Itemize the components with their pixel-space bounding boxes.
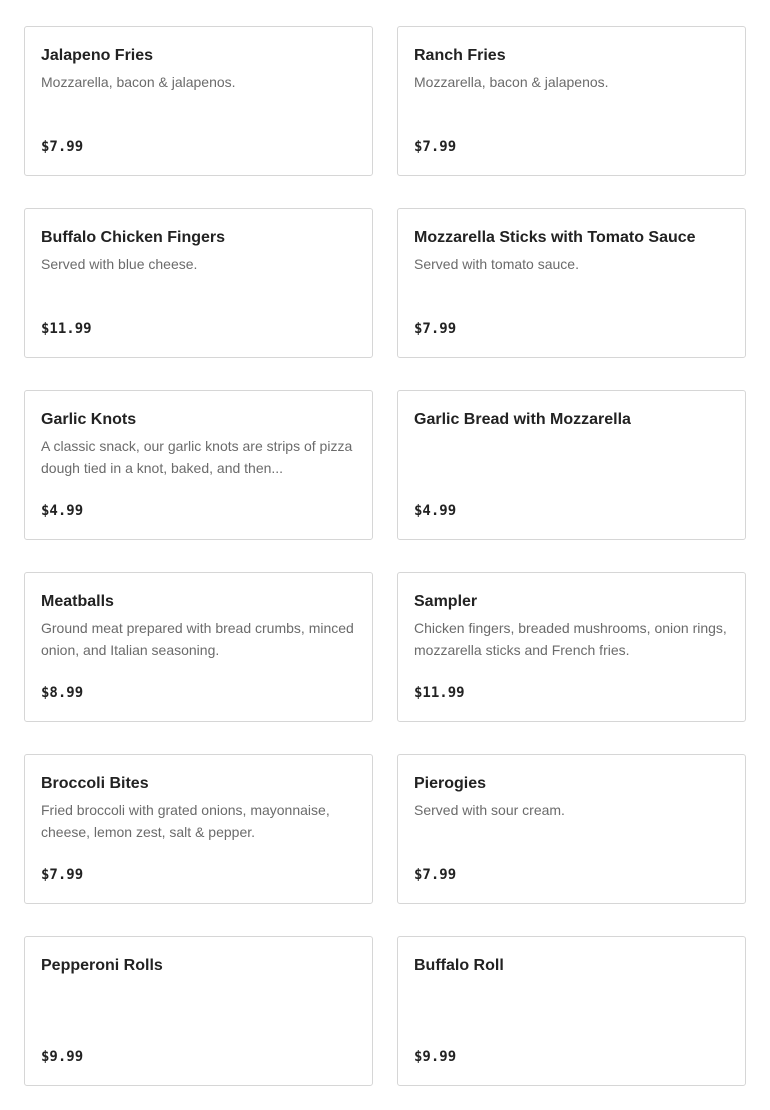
menu-item-card[interactable] xyxy=(397,936,746,1086)
item-name: Garlic Knots xyxy=(41,411,137,428)
item-price: $4.99 xyxy=(41,503,84,519)
menu-item-card[interactable] xyxy=(397,754,746,904)
item-price: $7.99 xyxy=(41,867,84,883)
item-price: $11.99 xyxy=(41,321,92,337)
item-description: Mozzarella, bacon & jalapenos. xyxy=(41,74,236,90)
item-name: Broccoli Bites xyxy=(41,775,149,792)
item-name: Ranch Fries xyxy=(414,47,506,64)
menu-item-card[interactable] xyxy=(24,390,373,540)
item-name: Garlic Bread with Mozzarella xyxy=(414,411,631,428)
item-price: $7.99 xyxy=(41,139,84,155)
item-price: $4.99 xyxy=(414,503,457,519)
item-name: Sampler xyxy=(414,593,478,610)
item-name: Pierogies xyxy=(414,775,487,792)
item-name: Pepperoni Rolls xyxy=(41,957,163,974)
menu-item-card[interactable] xyxy=(24,936,373,1086)
menu-item-card[interactable] xyxy=(397,390,746,540)
item-name: Jalapeno Fries xyxy=(41,47,154,64)
item-description: Mozzarella, bacon & jalapenos. xyxy=(414,74,609,90)
menu-item-card[interactable] xyxy=(24,754,373,904)
item-description: A classic snack, our garlic knots are strips of pizza dough tied in a knot, baked, and then... xyxy=(41,438,353,476)
item-description: Served with tomato sauce. xyxy=(414,256,579,272)
menu-items-grid xyxy=(24,26,746,1086)
item-description: Chicken fingers, breaded mushrooms, onion rings, mozzarella sticks and French fries. xyxy=(414,620,727,658)
item-price: $7.99 xyxy=(414,321,457,337)
menu-item-card[interactable] xyxy=(24,26,373,176)
menu-item-card[interactable] xyxy=(397,26,746,176)
menu-item-card[interactable] xyxy=(397,572,746,722)
item-name: Meatballs xyxy=(41,593,114,610)
item-description: Ground meat prepared with bread crumbs, minced onion, and Italian seasoning. xyxy=(41,620,354,658)
item-price: $7.99 xyxy=(414,139,457,155)
item-price: $11.99 xyxy=(414,685,465,701)
item-name: Buffalo Roll xyxy=(414,957,504,974)
item-name: Buffalo Chicken Fingers xyxy=(41,229,226,246)
item-price: $8.99 xyxy=(41,685,84,701)
item-price: $9.99 xyxy=(414,1049,457,1065)
menu-item-card[interactable] xyxy=(397,208,746,358)
menu-item-card[interactable] xyxy=(24,572,373,722)
item-description: Served with blue cheese. xyxy=(41,256,198,272)
item-price: $7.99 xyxy=(414,867,457,883)
item-description: Served with sour cream. xyxy=(414,802,565,818)
menu-item-card[interactable] xyxy=(24,208,373,358)
item-description: Fried broccoli with grated onions, mayonnaise, cheese, lemon zest, salt & pepper. xyxy=(41,802,330,840)
item-price: $9.99 xyxy=(41,1049,84,1065)
item-name: Mozzarella Sticks with Tomato Sauce xyxy=(414,229,696,246)
